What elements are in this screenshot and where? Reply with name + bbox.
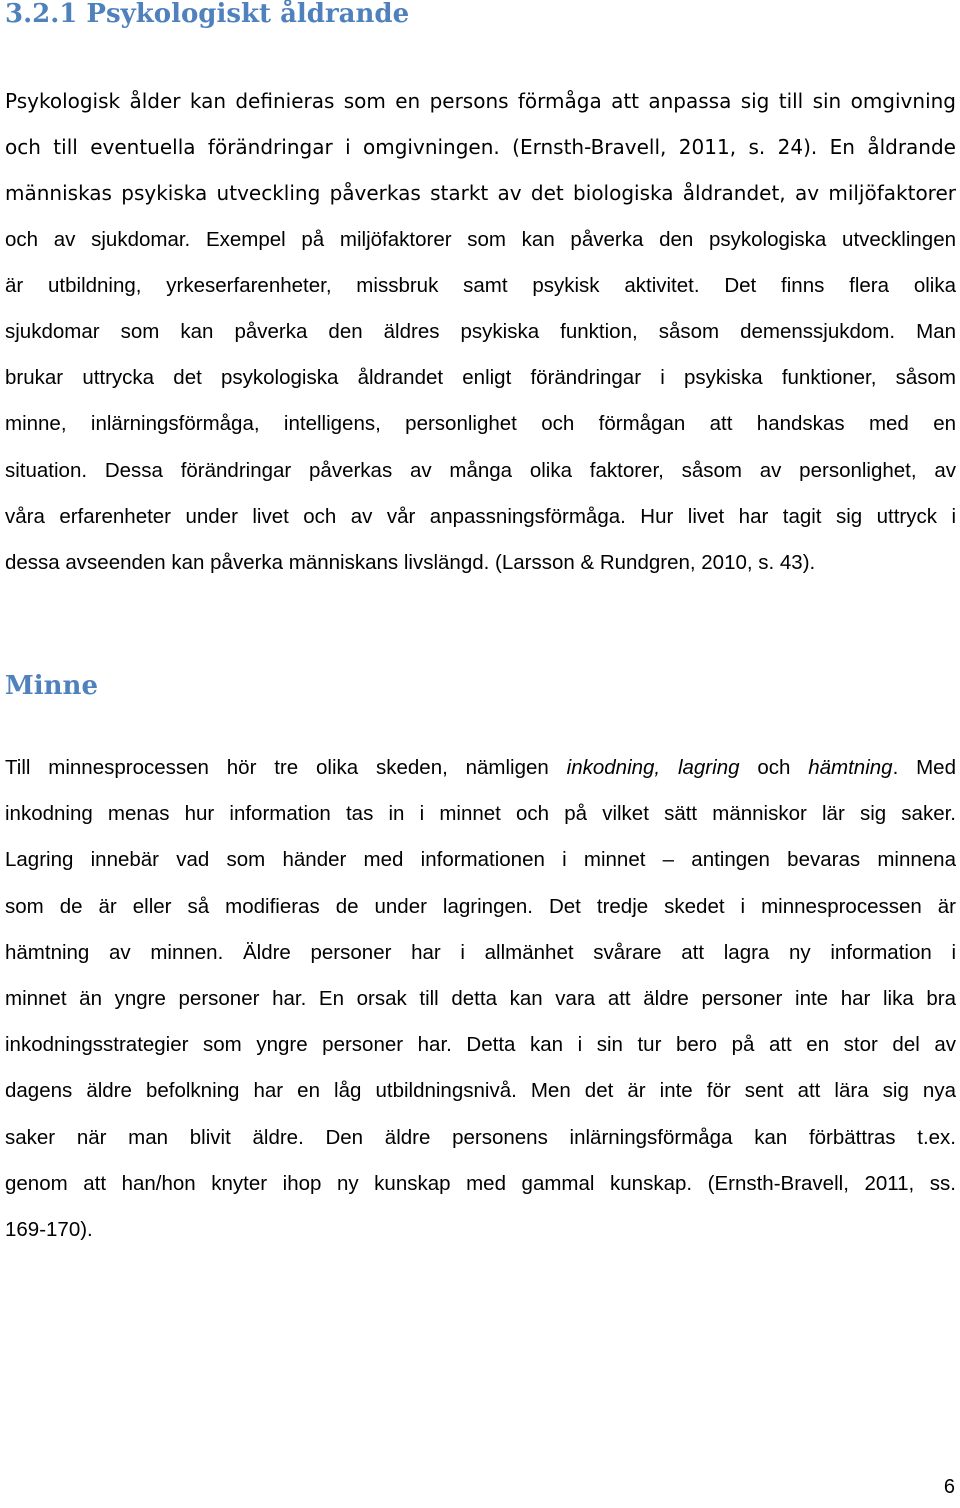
paragraph-line: situation. Dessa förändringar påverkas av många olika faktorer, såsom av personlighet, av	[5, 458, 956, 482]
text-run: . Med	[892, 756, 956, 779]
minne-heading: Minne	[5, 671, 99, 701]
paragraph-line: är utbildning, yrkeserfarenheter, missbruk samt psykisk aktivitet. Det finns flera olika	[5, 273, 956, 297]
paragraph-line: inkodning menas hur information tas in i minnet och på vilket sätt människor lär sig saker.	[5, 802, 956, 826]
paragraph-line: inkodningsstrategier som yngre personer har. Detta kan i sin tur bero på att en stor del av	[5, 1033, 956, 1057]
text-run: Till minnesprocessen hör tre olika skeden, nämligen	[5, 756, 567, 779]
paragraph-line: minne, inlärningsförmåga, intelligens, personlighet och förmågan att handskas med en	[5, 412, 956, 436]
paragraph-line	[5, 745, 956, 791]
paragraph-line: Psykologisk ålder kan definieras som en persons förmåga att anpassa sig till sin omgivning	[5, 89, 956, 113]
section-heading: 3.2.1 Psykologiskt åldrande	[5, 0, 410, 29]
paragraph-line: saker när man blivit äldre. Den äldre personens inlärningsförmåga kan förbättras t.ex.	[5, 1125, 956, 1149]
paragraph-line: människas psykiska utveckling påverkas starkt av det biologiska åldrandet, av miljöfaktorer	[5, 181, 956, 206]
italic-term: hämtning	[808, 756, 893, 779]
paragraph-line: hämtning av minnen. Äldre personer har i allmänhet svårare att lagra ny information i	[5, 940, 956, 964]
paragraph-line: Lagring innebär vad som händer med informationen i minnet – antingen bevaras minnena	[5, 848, 956, 872]
text-run: och	[739, 756, 809, 779]
paragraph-line: brukar uttrycka det psykologiska åldrandet enligt förändringar i psykiska funktioner, såsom	[5, 366, 956, 390]
paragraph-line: minnet än yngre personer har. En orsak till detta kan vara att äldre personer inte har lika bra	[5, 987, 956, 1011]
paragraph-line: som de är eller så modifieras de under lagringen. Det tredje skedet i minnesprocessen är	[5, 894, 956, 918]
paragraph-line: och till eventuella förändringar i omgivningen. (Ernsth-Bravell, 2011, s. 24). En åldrande	[5, 135, 956, 160]
paragraph-line: genom att han/hon knyter ihop ny kunskap med gammal kunskap. (Ernsth-Bravell, 2011, ss.	[5, 1171, 956, 1195]
paragraph-line: och av sjukdomar. Exempel på miljöfaktorer som kan påverka den psykologiska utvecklingen	[5, 227, 956, 251]
paragraph-line: dagens äldre befolkning har en låg utbildningsnivå. Men det är inte för sent att lära sig nya	[5, 1079, 956, 1103]
paragraph-memory	[5, 745, 956, 1253]
paragraph-psychological-aging	[5, 78, 956, 586]
page-number: 6	[943, 1476, 955, 1498]
paragraph-line: 169-170).	[5, 1218, 93, 1242]
paragraph-line: våra erfarenheter under livet och av vår anpassningsförmåga. Hur livet har tagit sig uttryck i	[5, 504, 956, 528]
paragraph-line: dessa avseenden kan påverka människans livslängd. (Larsson & Rundgren, 2010, s. 43).	[5, 551, 816, 575]
paragraph-line: sjukdomar som kan påverka den äldres psykiska funktion, såsom demenssjukdom. Man	[5, 320, 956, 344]
italic-term: inkodning, lagring	[566, 756, 740, 779]
